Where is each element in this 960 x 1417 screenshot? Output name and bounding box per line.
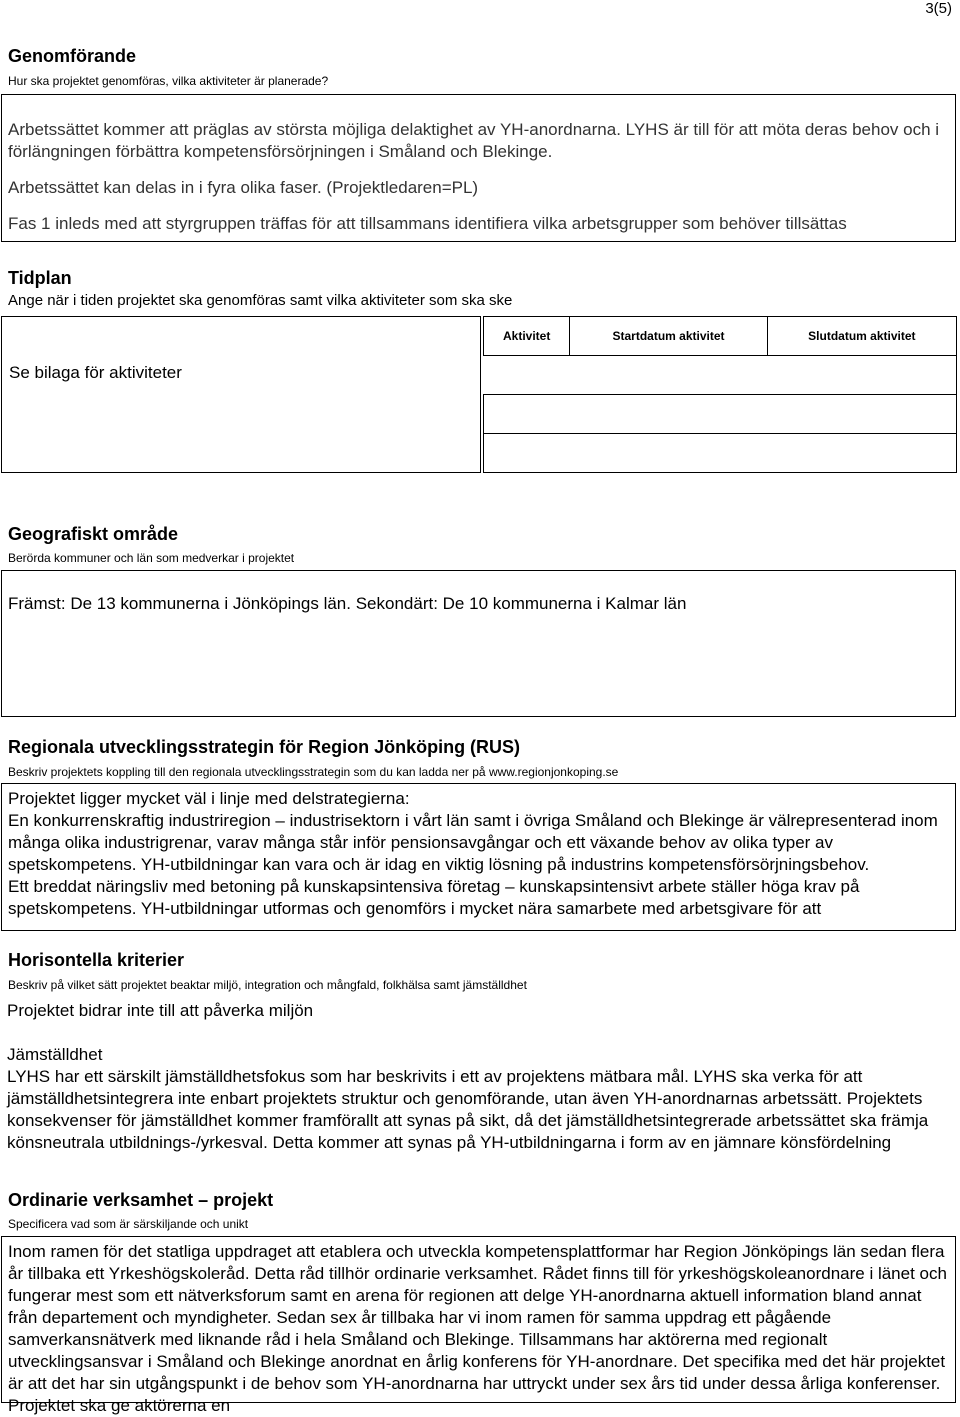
paragraph: Projektet bidrar inte till att påverka miljön <box>7 1001 314 1020</box>
tidplan-row[interactable] <box>484 356 957 395</box>
tidplan-row[interactable] <box>484 434 957 473</box>
tidplan-row[interactable] <box>484 395 957 434</box>
paragraph: Främst: De 13 kommunerna i Jönköpings län. Sekondärt: De 10 kommunerna i Kalmar län <box>8 594 687 613</box>
section-title-genomforande: Genomförande <box>8 46 137 66</box>
paragraph: Projektet ligger mycket väl i linje med delstrategierna: <box>8 789 410 808</box>
section-title-rus: Regionala utvecklingsstrategin för Region Jönköping (RUS) <box>8 737 521 757</box>
text-box-ordinarie[interactable] <box>1 1236 956 1415</box>
text-box-horisontella[interactable] <box>1 996 956 1176</box>
section-title-geografiskt: Geografiskt område <box>8 524 179 544</box>
paragraph: Inom ramen för det statliga uppdraget att etablera och utveckla kompetensplattformar har Region Jönköpings län sedan flera år tillbaka ett Yrkeshögskoleråd. Detta råd tillhör ordinarie verksamhet. Rådet finns till för yrkeshögskoleanordnare i länet och fungerar mest som ett nätverksforum samt en arena för regionen att delge YH-anordnarna aktuell information bland annat från departement och myndigheter. Sedan sex år tillbaka har vi inom ramen för samma uppdrag ett pågående samverkansnätverk med liknande råd i hela Småland och Blekinge. Tillsammans har aktörerna med regionalt utvecklingsansvar i Småland och Blekinge anordnat en årlig konferens för YH-anordnare. Det specifika med det här projektet är att det har sin utgångspunkt i de behov som YH-anordnarna har uttryckt under sex års tid under dessa årliga konferenser. Projektet ska ge aktörerna en <box>8 1242 947 1415</box>
paragraph: LYHS har ett särskilt jämställdhetsfokus som har beskrivits i ett av projektens mätbara mål. LYHS ska verka för att jämställdhetsintegrera inte enbart projektets struktur och genomförande, utan även YH-anordnarnas arbetssätt. Projektets konsekvenser för jämställdhet kommer framförallt att synas på sikt, då det jämställdhetsintegrerade arbetssättet ska främja könsneutrala utbildnings-/yrkesval. Detta kommer att synas på YH-utbildningarna i form av en jämnare könsfördelning <box>7 1067 929 1152</box>
text-box-rus[interactable] <box>1 783 956 931</box>
bilaga-text: Se bilaga för aktiviteter <box>9 363 182 382</box>
tidplan-table <box>1 316 957 473</box>
instruction-horisontella: Beskriv på vilket sätt projektet beaktar miljö, integration och mångfald, folkhälsa samt jämställdhet <box>8 978 527 992</box>
paragraph: Ett breddat näringsliv med betoning på kunskapsintensiva företag – kunskapsintensivt arbete ställer höga krav på spetskompetens. YH-utbildningar utformas och genomförs i mycket nära samarbete med arbetsgivare för att <box>8 877 860 918</box>
paragraph: Fas 1 inleds med att styrgruppen träffas för att tillsammans identifiera vilka arbetsgrupper som behöver tillsättas <box>8 214 847 233</box>
text-box-genomforande[interactable] <box>1 94 956 242</box>
section-title-tidplan: Tidplan <box>8 268 72 288</box>
instruction-tidplan: Ange när i tiden projektet ska genomföras samt vilka aktiviteter som ska ske <box>8 292 513 309</box>
instruction-rus: Beskriv projektets koppling till den regionala utvecklingsstrategin som du kan ladda ner på www.regionjonkoping.se <box>8 765 619 779</box>
column-header-aktivitet: Aktivitet <box>484 317 570 356</box>
paragraph: Arbetssättet kommer att präglas av största möjliga delaktighet av YH-anordnarna. LYHS är till för att möta deras behov och i förlängningen förbättra kompetensförsörjningen i Småland och Blekinge. <box>8 120 940 161</box>
paragraph: Jämställdhet <box>7 1045 103 1064</box>
instruction-genomforande: Hur ska projektet genomföras, vilka aktiviteter är planerade? <box>8 74 329 88</box>
column-header-slutdatum: Slutdatum aktivitet <box>767 317 956 356</box>
section-title-horisontella: Horisontella kriterier <box>8 950 185 970</box>
page-number: 3(5) <box>925 0 952 17</box>
paragraph: Arbetssättet kan delas in i fyra olika faser. (Projektledaren=PL) <box>8 178 479 197</box>
text-box-geografiskt[interactable] <box>1 570 956 717</box>
section-title-ordinarie: Ordinarie verksamhet – projekt <box>8 1190 274 1210</box>
paragraph: En konkurrenskraftig industriregion – industrisektorn i vårt län samt i övriga Småland och Blekinge är välrepresenterad inom många olika industrigrenar, varav många står inför pensionsavgångar och ett växande behov av olika typer av spetskompetens. YH-utbildningar kan vara och är idag en viktig lösning på industrins kompetensförsörjningsbehov. <box>8 811 938 874</box>
tidplan-first-cell[interactable] <box>2 317 481 473</box>
column-header-startdatum: Startdatum aktivitet <box>570 317 767 356</box>
instruction-geografiskt: Berörda kommuner och län som medverkar i projektet <box>8 551 295 565</box>
instruction-ordinarie: Specificera vad som är särskiljande och unikt <box>8 1217 249 1231</box>
